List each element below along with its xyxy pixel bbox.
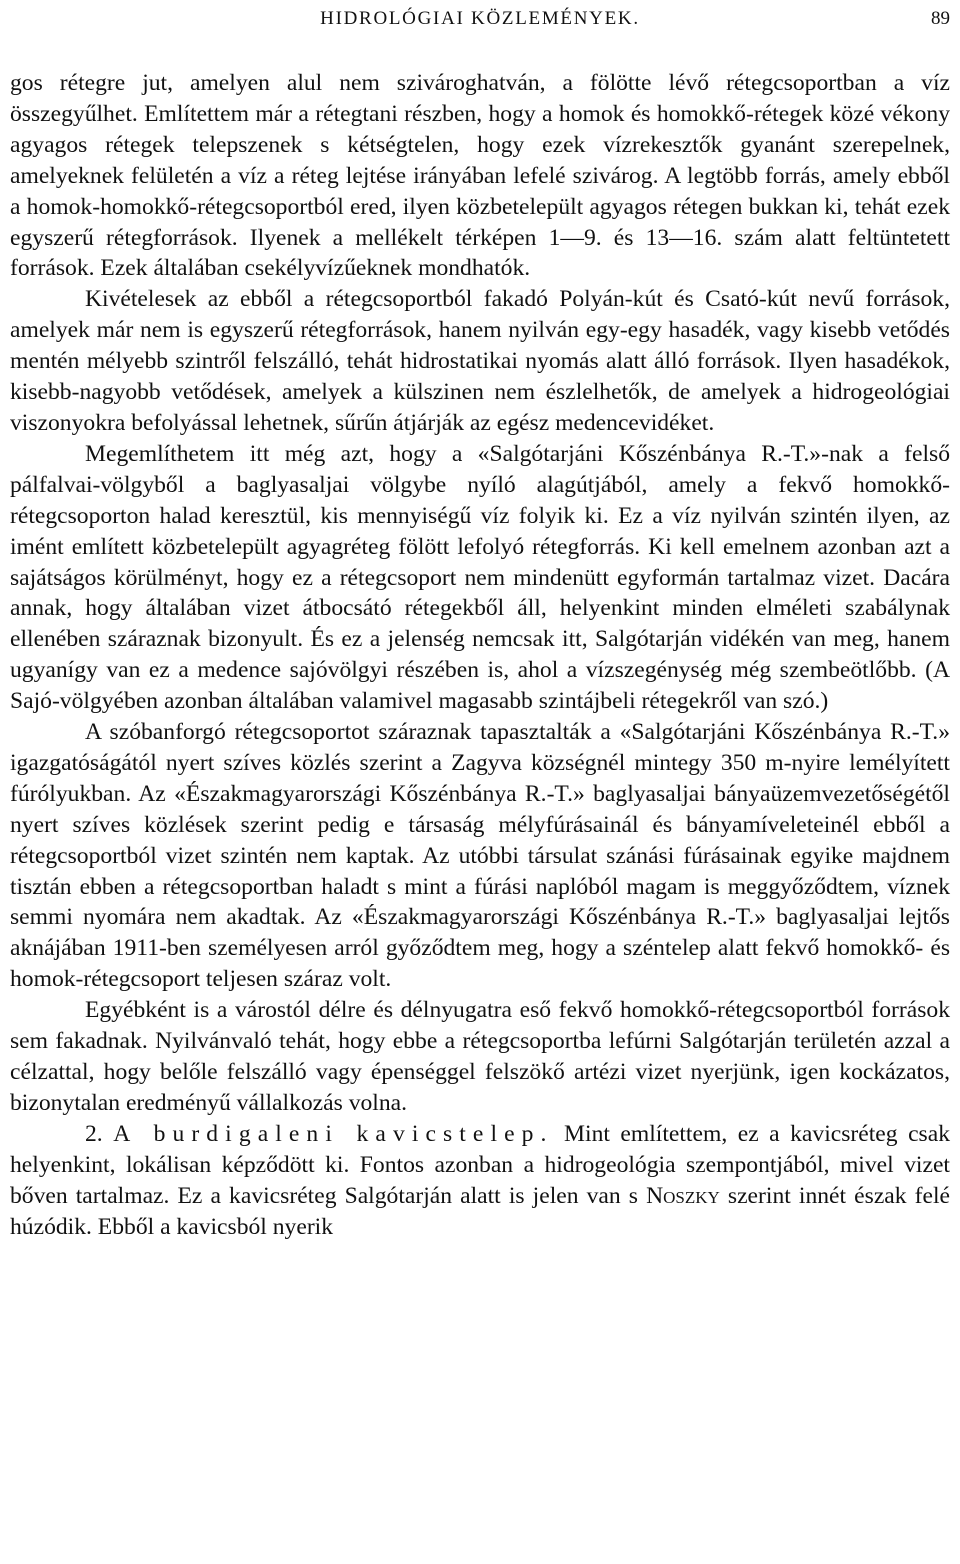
section-title: A burdigaleni kavicstelep. bbox=[113, 1120, 554, 1147]
author-name: Noszky bbox=[646, 1182, 720, 1209]
paragraph-6-text-b: szerint innét észak felé húzódik. Ebből a kavicsból nyerik bbox=[10, 1182, 951, 1240]
paragraph-2: Kivételesek az ebből a rétegcsoportból fakadó Polyán-kút és Csató-kút nevű források, amelyek már nem is egyszerű rétegforrások, hanem nyilván egy-egy hasadék, vagy kisebb vetődés mentén mélyebb szintről felszálló, tehát hidrostatikai nyomás alatt álló források. Ilyen hasadékok, kisebb-nagyobb vetődések, amelyek a külszinen nem észlelhetők, de amelyek a hidrogeológiai viszonyokra befolyással lehetnek, sűrűn átjárják az egész medencevidéket. bbox=[10, 286, 950, 436]
paragraph-1: gos rétegre jut, amelyen alul nem szivároghatván, a fölötte lévő rétegcsoportban a víz összegyűlhet. Említettem már a rétegtani részben, hogy a homok és homokkő-rétegek közé vékony agyagos rétegek telepszenek s kétségtelen, hogy ezek vízrekesztők gyanánt szerepelnek, amelyeknek felületén a víz a réteg lejtése irányában lefelé szivárog. A legtöbb forrás, amely ebből a homok-homokkő-rétegcsoportból ered, ilyen közbetelepült agyagos rétegen bukkan ki, tehát ezek egyszerű rétegforrások. Ilyenek a mellékelt térképen 1—9. és 13—16. szám alatt feltüntetett források. Ezek általában csekélyvízűeknek mondhatók. bbox=[10, 70, 950, 282]
journal-title: HIDROLÓGIAI KÖZLEMÉNYEK. bbox=[320, 8, 640, 29]
paragraph-6 bbox=[10, 1119, 950, 1243]
paragraph-6-text-a: Mint említettem, ez a kavicsréteg csak helyenkint, lokálisan képződött ki. Fontos azonban a hidrogeológia szempontjából, mivel vizet bőven tartalmaz. Ez a kavicsréteg Salgótarján alatt is jelen van s bbox=[10, 1120, 950, 1209]
paragraph-4: A szóbanforgó rétegcsoportot száraznak tapasztalták a «Salgótarjáni Kőszénbánya R.-T.» igazgatóságától nyert szíves közlés szerint a Zagyva községnél mintegy 350 m-nyire lemélyített fúrólyukban. Az «Északmagyarországi Kőszénbánya R.-T.» baglyasaljai bányaüzemvezetőségétől nyert szíves közlések szerint pedig e társaság mélyfúrásainál és bányamíveleteinél ebből a rétegcsoportból vizet szintén nem kaptak. Az utóbbi társulat szánási fúrásainak egyike majdnem tisztán ebben a rétegcsoportban haladt s mint a fúrási naplóból magam is meggyőződtem, víznek semmi nyomára nem akadtak. Az «Északmagyarországi Kőszénbánya R.-T.» baglyasaljai lejtős aknájában 1911-ben személyesen arról győződtem meg, hogy a széntelep alatt fekvő homokkő- és homok-rétegcsoport teljesen száraz volt. bbox=[10, 719, 950, 993]
section-number: 2. bbox=[85, 1120, 103, 1147]
body-text bbox=[10, 68, 950, 1242]
paragraph-3: Megemlíthetem itt még azt, hogy a «Salgótarjáni Kőszénbánya R.-T.»-nak a felső pálfalvai-völgyből a baglyasaljai völgybe nyíló alagútjából, amely a fekvő homokkő-rétegcsoporton halad keresztül, kis mennyiségű víz folyik ki. Ez a víz nyilván szintén ilyen, az imént említett közbetelepült agyagréteg fölött lefolyó rétegforrás. Ki kell emelnem azonban azt a sajátságos körülményt, hogy ez a rétegcsoport nem mindenütt egyformán tartalmaz vizet. Dacára annak, hogy általában vizet átbocsátó rétegekből áll, helyenkint minden elméleti szabálynak ellenében száraznak bizonyult. És ez a jelenség nemcsak itt, Salgótarján vidékén van meg, hanem ugyanígy van ez a medence sajóvölgyi részében is, ahol a vízszegénység még szembeötlőbb. (A Sajó-völgyében azonban általában valamivel magasabb szintájbeli rétegekről van szó.) bbox=[10, 440, 950, 715]
page-number: 89 bbox=[931, 8, 950, 29]
running-header bbox=[10, 6, 950, 40]
paragraph-5: Egyébként is a várostól délre és délnyugatra eső fekvő homokkő-rétegcsoportból források sem fakadnak. Nyilvánvaló tehát, hogy ebbe a rétegcsoportba lefúrni Salgótarján területén azzal a célzattal, hogy belőle felszálló vagy épenséggel felszökő artézi vizet nyerjünk, igen kockázatos, bizonytalan eredményű vállalkozás volna. bbox=[10, 997, 950, 1116]
